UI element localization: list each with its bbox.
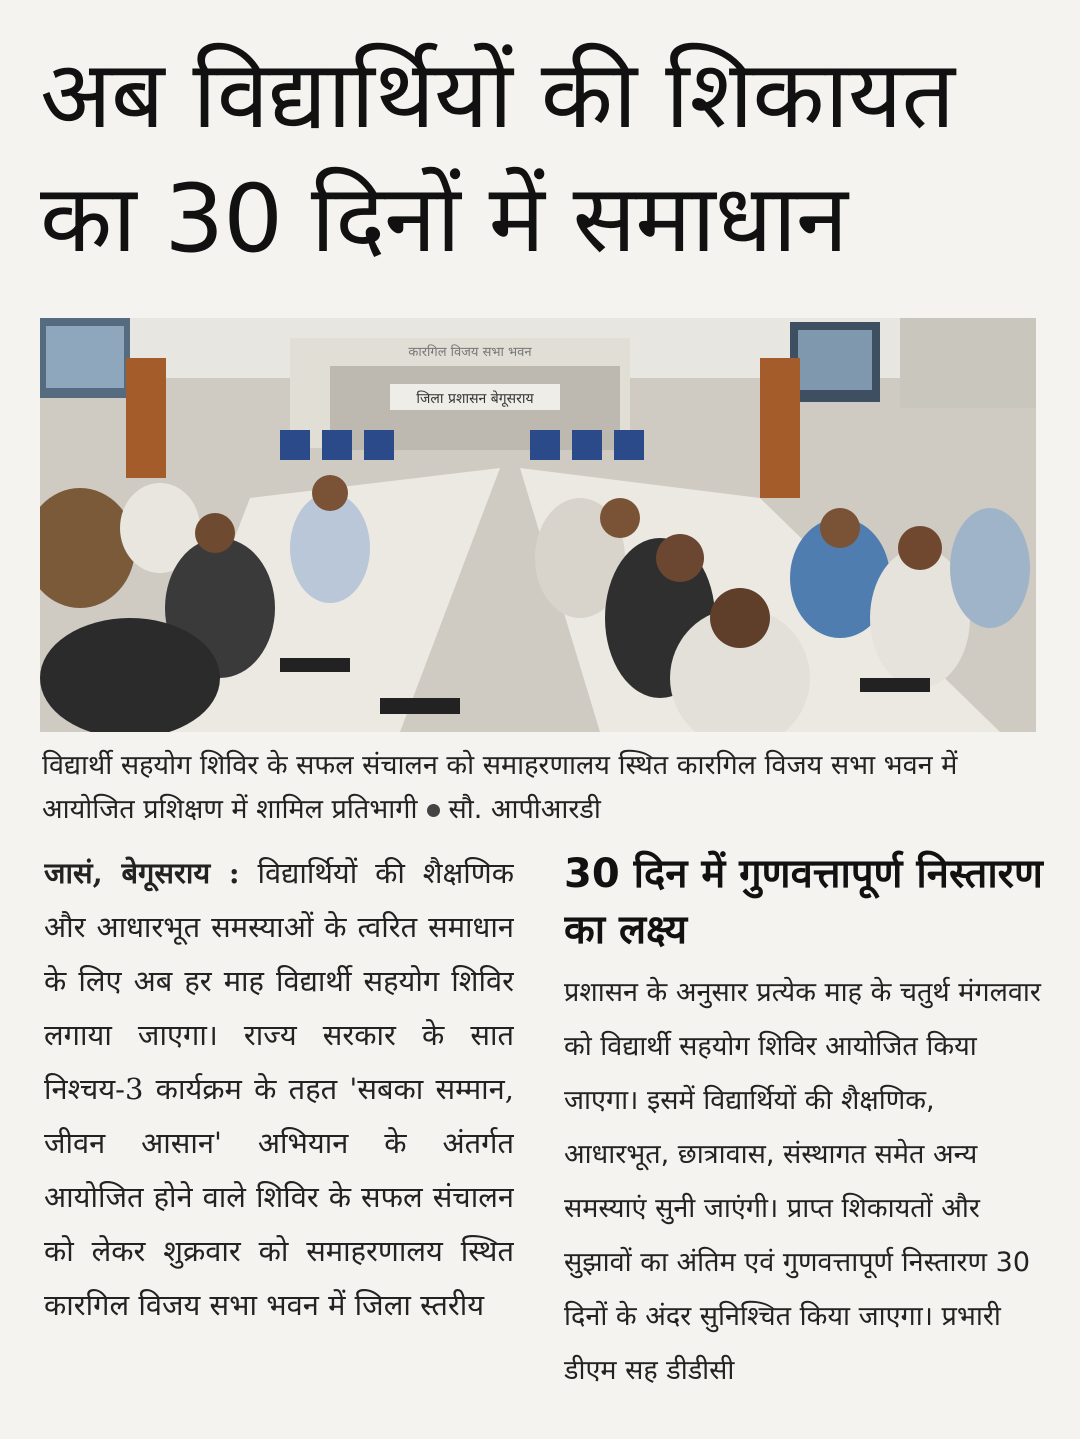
- subhead: 30 दिन में गुणवत्तापूर्ण निस्तारण का लक्ष्य: [564, 851, 1043, 953]
- caption-text: विद्यार्थी सहयोग शिविर के सफल संचालन को समाहरणालय स्थित कारगिल विजय सभा भवन में आयोजित प्रशिक्षण में शामिल प्रतिभागी: [42, 750, 958, 825]
- meeting-hall-photo: [40, 318, 1036, 732]
- caption-credit: सौ. आपीआरडी: [448, 794, 601, 825]
- headline: अब विद्यार्थियों की शिकायत का 30 दिनों में समाधान: [40, 41, 955, 274]
- article-left-column: [44, 846, 514, 1439]
- wall-sign-main: जिला प्रशासन बेगूसराय: [416, 391, 534, 407]
- article-right-column: [564, 846, 1044, 1439]
- right-column-body: प्रशासन के अनुसार प्रत्येक माह के चतुर्थ मंगलवार को विद्यार्थी सहयोग शिविर आयोजित किया जाएगा। इसमें विद्यार्थियों की शैक्षणिक, आधारभूत, छात्रावास, संस्थागत समेत अन्य समस्याएं सुनी जाएंगी। प्राप्त शिकायतों और सुझावों का अंतिम एवं गुणवत्तापूर्ण निस्तारण 30 दिनों के अंदर सुनिश्चित किया जाएगा। प्रभारी डीएम सह डीडीसी: [564, 977, 1041, 1386]
- photo-caption: [42, 744, 1038, 832]
- wall-sign-top: कारगिल विजय सभा भवन: [408, 345, 532, 360]
- left-column-body: विद्यार्थियों की शैक्षणिक और आधारभूत समस्याओं के त्वरित समाधान के लिए अब हर माह विद्यार्थी सहयोग शिविर लगाया जाएगा। राज्य सरकार के सात निश्चय-3 कार्यक्रम के तहत 'सबका सम्मान, जीवन आसान' अभियान के अंतर्गत आयोजित होने वाले शिविर के सफल संचालन को लेकर शुक्रवार को समाहरणालय स्थित कारगिल विजय सभा भवन में जिला स्तरीय: [44, 856, 514, 1322]
- bullet-icon: [427, 804, 440, 817]
- dateline: जासं, बेगूसराय :: [44, 856, 240, 890]
- photo-illustration: [40, 318, 1036, 732]
